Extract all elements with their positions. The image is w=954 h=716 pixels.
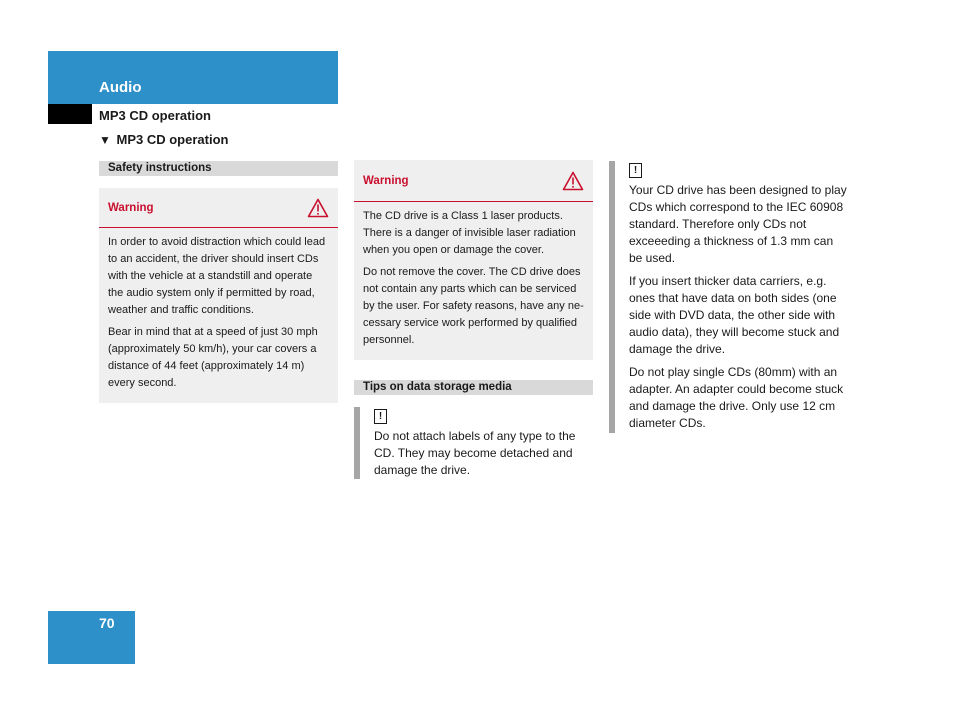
warning-triangle-icon	[307, 198, 329, 218]
page-number-box	[48, 611, 135, 664]
column-2	[354, 160, 593, 485]
warning-paragraph: Do not remove the cover. The CD drive does not contain any parts which can be serviced by the user. For safety reasons, have any ne-cessary service work performed by qualified personnel.	[363, 266, 584, 346]
warning-label: Warning	[363, 174, 409, 187]
note-box	[354, 407, 593, 479]
note-paragraph: Your CD drive has been designed to play CDs which correspond to the IEC 60908 standard. Therefore only CDs not exceeeding a thickness of 1.3 mm can be used.	[629, 183, 847, 265]
warning-header	[354, 160, 593, 202]
warning-box	[99, 188, 338, 403]
warning-paragraph: In order to avoid distraction which could lead to an accident, the driver should insert CDs with the vehicle at a standstill and operate the audio system only if permitted by road, weather and traffic conditions.	[108, 236, 326, 316]
warning-paragraph: Bear in mind that at a speed of just 30 mph (approximately 50 km/h), your car covers a distance of 44 feet (approximately 14 m) every second.	[108, 326, 318, 389]
safety-instructions-heading: Safety instructions	[99, 161, 338, 176]
section-heading	[99, 132, 228, 147]
page-number: 70	[99, 615, 115, 631]
triangle-down-icon: ▼	[99, 133, 111, 147]
note-paragraph: If you insert thicker data carriers, e.g. ones that have data on both sides (one side with DVD data, the other side with audio data), they will become stuck and damage the drive.	[629, 274, 840, 356]
column-3	[609, 161, 849, 433]
warning-body	[99, 228, 338, 403]
warning-box	[354, 160, 593, 360]
warning-triangle-icon	[562, 171, 584, 191]
warning-header	[99, 188, 338, 228]
exclamation-icon: !	[374, 409, 387, 424]
data-storage-tips-heading: Tips on data storage media	[354, 380, 593, 395]
note-paragraph: Do not play single CDs (80mm) with an adapter. An adapter could become stuck and damage the drive. Only use 12 cm diameter CDs.	[629, 365, 844, 430]
chapter-title: Audio	[99, 79, 142, 96]
warning-body	[354, 202, 593, 360]
exclamation-icon: !	[629, 163, 642, 178]
subsection-title: MP3 CD operation	[99, 108, 211, 123]
section-heading-text: MP3 CD operation	[116, 132, 229, 147]
note-paragraph: Do not attach labels of any type to the CD. They may become detached and damage the drive.	[374, 429, 576, 477]
header-bar	[48, 51, 338, 104]
note-box	[609, 161, 849, 433]
section-tab-marker	[48, 104, 92, 124]
warning-label: Warning	[108, 201, 154, 214]
warning-paragraph: The CD drive is a Class 1 laser products. There is a danger of invisible laser radiation when you open or damage the cover.	[363, 210, 576, 256]
column-1	[99, 161, 338, 403]
